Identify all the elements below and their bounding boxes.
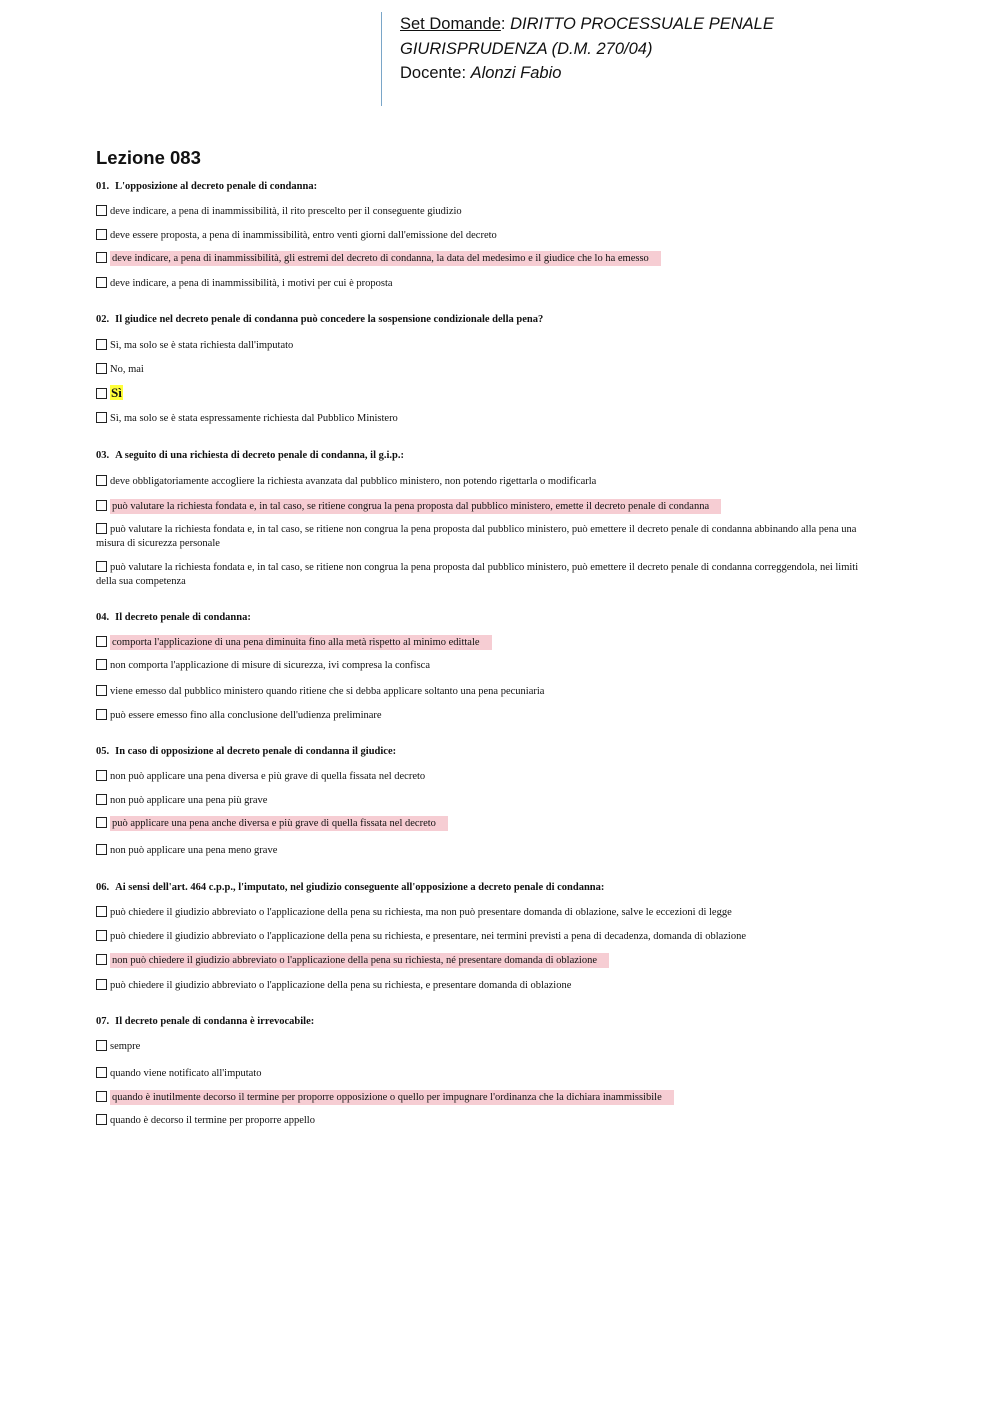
checkbox[interactable] [96, 475, 107, 486]
checkbox[interactable] [96, 500, 107, 511]
checkbox[interactable] [96, 979, 107, 990]
document-header [381, 12, 774, 106]
checkbox[interactable] [96, 1091, 107, 1102]
checkbox[interactable] [96, 388, 107, 399]
answer-option: quando viene notificato all'imputato [96, 1067, 881, 1081]
question-title: 06. Ai sensi dell'art. 464 c.p.p., l'imputato, nel giudizio conseguente all'opposizione a decreto penale di condanna: [96, 882, 605, 893]
answer-option-correct: quando è inutilmente decorso il termine per proporre opposizione o quello per impugnare l'ordinanza che la dichiara inammissibile [96, 1091, 881, 1105]
question-title: 03. A seguito di una richiesta di decreto penale di condanna, il g.i.p.: [96, 450, 405, 461]
checkbox[interactable] [96, 229, 107, 240]
checkbox[interactable] [96, 685, 107, 696]
course-subtitle: GIURISPRUDENZA (D.M. 270/04) [400, 39, 653, 58]
checkbox[interactable] [96, 954, 107, 965]
question-title: 07. Il decreto penale di condanna è irrevocabile: [96, 1016, 315, 1027]
checkbox[interactable] [96, 906, 107, 917]
answer-option-correct: non può chiedere il giudizio abbreviato o l'applicazione della pena su richiesta, né presentare domanda di oblazione [96, 954, 881, 968]
set-label: Set Domande [400, 15, 501, 33]
question-title: 05. In caso di opposizione al decreto penale di condanna il giudice: [96, 746, 397, 757]
answer-option-correct: può valutare la richiesta fondata e, in tal caso, se ritiene congrua la pena proposta dal pubblico ministero, emette il decreto penale di condanna [96, 500, 881, 514]
checkbox[interactable] [96, 339, 107, 350]
checkbox[interactable] [96, 252, 107, 263]
answer-option: può chiedere il giudizio abbreviato o l'applicazione della pena su richiesta, ma non può presentare domanda di oblazione, salve le eccezioni di legge [96, 906, 881, 920]
checkbox[interactable] [96, 412, 107, 423]
answer-option: non può applicare una pena meno grave [96, 844, 881, 858]
checkbox[interactable] [96, 817, 107, 828]
checkbox[interactable] [96, 930, 107, 941]
checkbox[interactable] [96, 363, 107, 374]
answer-option: sempre [96, 1040, 881, 1054]
answer-option-correct: Sì [96, 386, 881, 400]
answer-option: viene emesso dal pubblico ministero quando ritiene che si debba applicare soltanto una pena pecuniaria [96, 685, 881, 699]
checkbox[interactable] [96, 523, 107, 534]
answer-option: deve indicare, a pena di inammissibilità, il rito prescelto per il conseguente giudizio [96, 205, 881, 219]
answer-option: può chiedere il giudizio abbreviato o l'applicazione della pena su richiesta, e presentare domanda di oblazione [96, 979, 881, 993]
checkbox[interactable] [96, 205, 107, 216]
checkbox[interactable] [96, 659, 107, 670]
checkbox[interactable] [96, 561, 107, 572]
answer-option: può valutare la richiesta fondata e, in tal caso, se ritiene non congrua la pena proposta dal pubblico ministero, può emettere il decreto penale di condanna correggendola, nei limiti della sua competenza [96, 562, 859, 587]
set-separator: : [500, 15, 506, 33]
answer-option: Sì, ma solo se è stata richiesta dall'imputato [96, 339, 881, 353]
answer-option-correct: comporta l'applicazione di una pena diminuita fino alla metà rispetto al minimo edittale [96, 636, 881, 650]
answer-option: non può applicare una pena più grave [96, 794, 881, 808]
docente-name: Alonzi Fabio [470, 64, 562, 82]
checkbox[interactable] [96, 709, 107, 720]
answer-option: non comporta l'applicazione di misure di sicurezza, ivi compresa la confisca [96, 659, 881, 673]
checkbox[interactable] [96, 1067, 107, 1078]
question-title: 02. Il giudice nel decreto penale di condanna può concedere la sospensione condizionale della pena? [96, 314, 544, 325]
question-title: 01. L'opposizione al decreto penale di condanna: [96, 181, 318, 192]
checkbox[interactable] [96, 770, 107, 781]
answer-option: può valutare la richiesta fondata e, in tal caso, se ritiene non congrua la pena proposta dal pubblico ministero, può emettere il decreto penale di condanna abbinando alla pena una misura di sicurezza personale [96, 524, 857, 549]
course-title: DIRITTO PROCESSUALE PENALE [510, 15, 774, 33]
question-title: 04. Il decreto penale di condanna: [96, 612, 251, 623]
answer-option: deve obbligatoriamente accogliere la richiesta avanzata dal pubblico ministero, non potendo rigettarla o modificarla [96, 475, 881, 489]
header-line-3 [400, 61, 774, 86]
checkbox[interactable] [96, 1040, 107, 1051]
checkbox[interactable] [96, 844, 107, 855]
lesson-title: Lezione 083 [96, 147, 201, 168]
answer-option-correct: deve indicare, a pena di inammissibilità, gli estremi del decreto di condanna, la data del medesimo e il giudice che lo ha emesso [96, 252, 881, 266]
answer-option: deve indicare, a pena di inammissibilità, i motivi per cui è proposta [96, 277, 881, 291]
answer-option: Sì, ma solo se è stata espressamente richiesta dal Pubblico Ministero [96, 412, 881, 426]
checkbox[interactable] [96, 794, 107, 805]
answer-option: può chiedere il giudizio abbreviato o l'applicazione della pena su richiesta, e presentare, nei termini previsti a pena di decadenza, domanda di oblazione [96, 930, 881, 944]
header-line-1 [400, 12, 774, 37]
docente-label: Docente: [400, 64, 467, 82]
answer-option: quando è decorso il termine per proporre appello [96, 1114, 881, 1128]
answer-option: deve essere proposta, a pena di inammissibilità, entro venti giorni dall'emissione del decreto [96, 229, 881, 243]
answer-option-correct: può applicare una pena anche diversa e più grave di quella fissata nel decreto [96, 817, 881, 831]
answer-option: può essere emesso fino alla conclusione dell'udienza preliminare [96, 709, 881, 723]
answer-option: No, mai [96, 363, 881, 377]
answer-option: non può applicare una pena diversa e più grave di quella fissata nel decreto [96, 770, 881, 784]
checkbox[interactable] [96, 277, 107, 288]
checkbox[interactable] [96, 1114, 107, 1125]
checkbox[interactable] [96, 636, 107, 647]
